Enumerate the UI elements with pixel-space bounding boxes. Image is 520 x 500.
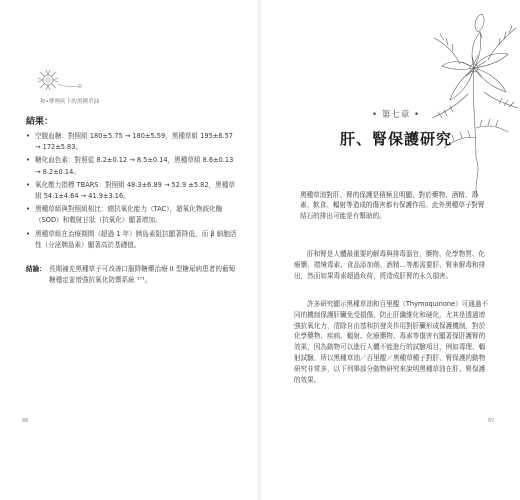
running-header	[34, 66, 154, 106]
bullet-icon: •	[26, 156, 31, 165]
body-paragraph: 許多研究顯示黑種草油和百里醌（Thymoquinone）可通過不同的機制保護肝臟免受損傷，防止肝纖維化和硬化，尤其是透過增強抗氧化力，清除自由基和抗發炎作用對肝臟形成保護機制，對於化學藥物、疾病、輻射、化療藥物、毒素等傷害有顯著保肝護腎的效果，因為動物可以進行人體不能進行的試驗項目，例如毒理、輻射試驗，所以黑種草油／百里醌／黑種草種子對肝、腎保護的動物研究非常多，以下列舉部分動物研究來說明黑種草油在肝、腎保護的效果。	[294, 300, 489, 384]
chapter-number: • 第七章 •	[372, 110, 420, 120]
result-text: 空腹血糖：對照組 180±5.75 → 180±5.59，黑種草組 195±6.57 → 172±5.83。	[35, 132, 234, 152]
result-text: 黑種草組與對照組相比：總抗氧化能力（TAC），超氧化物歧化酶（SOD）和穀胱甘肽（抗氧化）顯著增加。	[35, 205, 223, 225]
chapter-title: 肝、腎保護研究	[339, 130, 452, 148]
nigella-flower-illustration-icon	[432, 8, 520, 198]
result-item	[26, 204, 238, 226]
result-text: 氧化壓力指標 TBARS：對照組 48.3±6.89 → 52.9 ±5.82，黑種草組 54.1±4.64 → 41.9±3.16。	[35, 180, 235, 201]
page-number-right: 87	[488, 418, 495, 424]
conclusion-text: 長期補充黑種草子可改善口服降糖藥治療 II 型糖尿病患者的葡萄糖穩定並增強抗氧化防禦系統 ¹⁷¹。	[49, 265, 236, 285]
results-label: 結果：	[26, 117, 54, 127]
chapter-abstract: 黑種草油對肝、腎的保護是積極且明顯，對於藥物、酒精、毒素、飲食、輻射等造成的傷害都有保護作用。此外黑種草子對腎結石的排出可能是有幫助的。	[300, 191, 485, 220]
bullet-icon: •	[26, 205, 31, 214]
result-item	[26, 155, 238, 177]
floral-ornament-icon	[34, 66, 154, 100]
bullet-icon: •	[26, 180, 31, 189]
right-page	[262, 0, 520, 500]
page-number-left: 86	[22, 418, 29, 424]
result-item	[26, 229, 238, 251]
body-paragraph: 肝和腎是人體最重要的解毒與排毒器官，藥物、化學物質、化療藥、環境毒素、食品添加劑、酒精…等都需要肝、腎來解毒和排出，然而如果毒素超過負荷，將造成肝腎的永久損害。	[294, 250, 486, 280]
conclusion-label: 結論：	[26, 265, 46, 273]
running-header-text: 和•孽理疾下的黑種草油	[40, 99, 100, 105]
bullet-icon: •	[26, 229, 31, 238]
left-page	[0, 0, 258, 500]
conclusion	[26, 264, 238, 286]
result-item	[26, 131, 238, 153]
results-list	[26, 131, 238, 253]
result-text: 糖化血色素：對照從 8.2±0.12 → 8.5±0.14，黑種草組 8.6±0.13 → 8.2±0.14。	[35, 156, 234, 176]
result-item	[26, 180, 238, 202]
bullet-icon: •	[26, 132, 31, 140]
result-text: 黑種草組在治療期間（超過 1 年）胰島素阻抗顯著降低，而 β 細胞活性（分泌胰島素）顯著高於基礎值。	[35, 229, 237, 249]
